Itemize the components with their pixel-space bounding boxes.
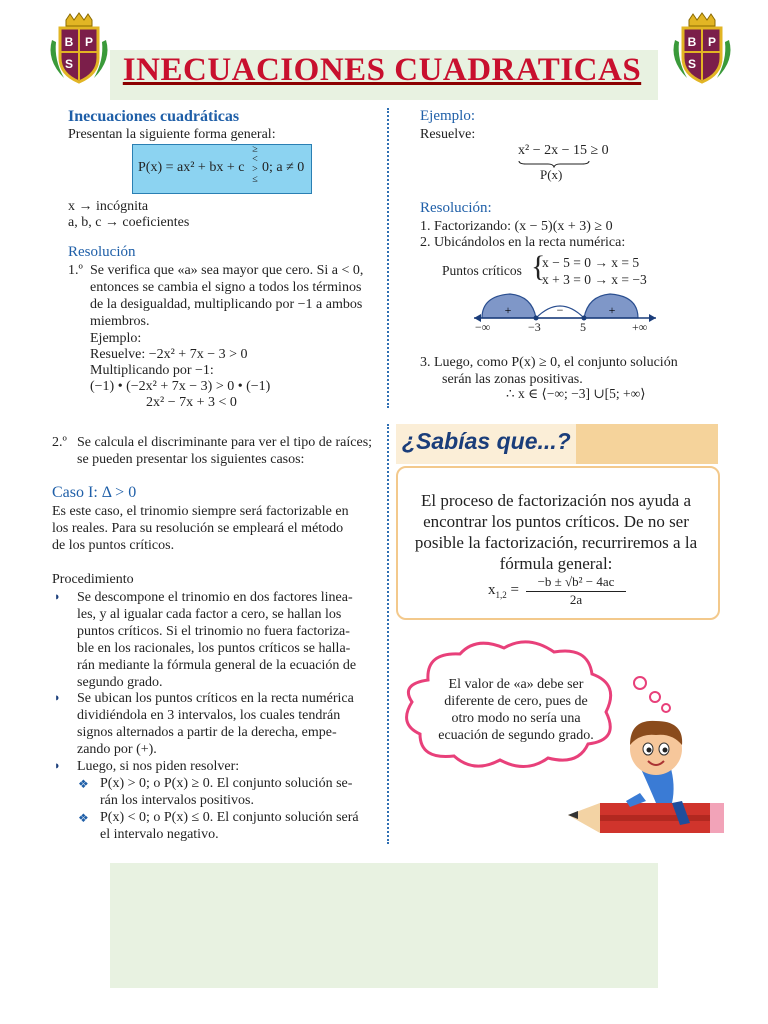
example-inequality: x² − 2x − 15 ≥ 0 <box>518 143 609 158</box>
step1-factor: 1. Factorizando: (x − 5)(x + 3) ≥ 0 <box>420 219 613 234</box>
case-text: Es este caso, el trinomio siempre será factorizable en los reales. Para su resolución se empleará el método de los puntos críticos. <box>52 504 349 553</box>
sabias-title: ¿Sabías que...? <box>402 428 571 454</box>
resolucion-heading-example: Resolución: <box>420 200 492 216</box>
cloud-text: El valor de «a» debe ser diferente de cero, pues de otro modo no sería una ecuación de segundo grado. <box>438 677 594 743</box>
critical-points-label: Puntos críticos <box>442 263 522 278</box>
diamond-bullet-icon: ❖ <box>78 777 89 791</box>
step1-text: Se verifica que «a» sea mayor que cero. Si a < 0, entonces se cambia el signo a todos los términos de la desigualdad, multiplicando por −1 a ambos miembros. <box>90 263 364 329</box>
example-label: Ejemplo: <box>90 331 142 346</box>
example-heading: Ejemplo: <box>420 108 475 124</box>
multiply-note: Multiplicando por −1: <box>90 363 214 378</box>
svg-text:S: S <box>64 57 74 71</box>
resuelve-label: Resuelve: <box>420 127 476 142</box>
svg-text:P: P <box>707 35 717 49</box>
tick-minus-3: −3 <box>528 320 541 334</box>
bullet-icon: ◗ <box>54 591 61 603</box>
general-form: P(x) = ax² + bx + c <box>138 160 245 175</box>
general-form-tail: 0; a ≠ 0 <box>262 160 305 175</box>
critical-point-2: x + 3 = 0 → x = −3 <box>542 272 647 287</box>
column-divider-top <box>387 108 389 408</box>
step2-number-line: 2. Ubicándolos en la recta numérica: <box>420 235 626 250</box>
tick-neg-inf: −∞ <box>475 320 491 334</box>
example-problem: Resuelve: −2x² + 7x − 3 > 0 <box>90 347 248 362</box>
diamond-bullet-icon: ❖ <box>78 811 89 825</box>
formula-fraction <box>526 574 626 608</box>
sign-minus: − <box>556 303 564 317</box>
svg-text:B: B <box>687 35 697 49</box>
svg-text:S: S <box>687 57 697 71</box>
boy-on-pencil-illustration <box>560 715 730 845</box>
svg-text:P: P <box>84 35 94 49</box>
column-divider-bottom <box>387 424 389 844</box>
px-label: P(x) <box>540 167 563 182</box>
procedure-item-1: Se descompone el trinomio en dos factores linea- les, y al igualar cada factor a cero, se hallan los puntos críticos. Si el trinomio no fuera factoriza- ble en los racionales, los puntos críticos se halla- rán mediante la fórmula general de la ecuación de segundo grado. <box>77 590 357 690</box>
sabias-text: El proceso de factorización nos ayuda a encontrar los puntos críticos. De no ser posible la factorización, recurriremos a la fórmula general: <box>414 491 698 573</box>
case-heading: Caso I: Δ > 0 <box>52 484 137 501</box>
definition-coefficients: a, b, c → coeficientes <box>68 215 190 230</box>
definition-x: x → incógnita <box>68 199 149 214</box>
formula-denominator: 2a <box>569 592 583 607</box>
sign-plus-left: + <box>504 303 512 317</box>
sub-item-1: P(x) > 0; o P(x) ≥ 0. El conjunto solución se- rán los intervalos positivos. <box>100 776 353 808</box>
procedure-item-2: Se ubican los puntos críticos en la recta numérica dividiéndola en 3 intervalos, los cuales tendrán signos alternados a partir de la derecha, empe- zando por (+). <box>77 691 354 757</box>
school-crest-right <box>667 10 737 86</box>
step2-number: 2.º <box>52 435 67 450</box>
page-title: INECUACIONES CUADRATICAS <box>122 52 642 88</box>
procedure-item-3: Luego, si nos piden resolver: <box>77 759 240 774</box>
result-line: 2x² − 7x + 3 < 0 <box>146 395 237 410</box>
section-heading: Inecuaciones cuadráticas <box>68 108 240 125</box>
thought-bubbles <box>630 675 674 715</box>
step2-text: Se calcula el discriminante para ver el tipo de raíces; se pueden presentar los siguientes casos: <box>77 435 373 467</box>
critical-point-1: x − 5 = 0 → x = 5 <box>542 255 640 270</box>
school-crest-left <box>44 10 114 86</box>
multiply-line: (−1) • (−2x² + 7x − 3) > 0 • (−1) <box>90 379 271 394</box>
bullet-icon: ◗ <box>54 692 61 704</box>
tick-pos-inf: +∞ <box>632 320 648 334</box>
solution-set: ∴ x ∈ ⟨−∞; −3] ∪[5; +∞⟩ <box>506 386 646 401</box>
tick-5: 5 <box>580 320 586 334</box>
sub-item-2: P(x) < 0; o P(x) ≤ 0. El conjunto solución será el intervalo negativo. <box>100 810 359 842</box>
svg-text:B: B <box>64 35 74 49</box>
step3-text: 3. Luego, como P(x) ≥ 0, el conjunto solución serán las zonas positivas. <box>420 355 678 387</box>
intro-text: Presentan la siguiente forma general: <box>68 127 276 142</box>
formula-numerator: −b ± √b² − 4ac <box>526 574 626 592</box>
formula-lhs: $x_{1,2}$ = <box>488 582 519 600</box>
sign-plus-right: + <box>608 303 616 317</box>
footer-band <box>110 863 658 988</box>
relation-stack: ≥ < > ≤ <box>252 144 258 185</box>
bullet-icon: ◗ <box>54 760 61 772</box>
step1-number: 1.º <box>68 263 83 278</box>
procedure-heading: Procedimiento <box>52 572 134 587</box>
resolucion-heading: Resolución <box>68 244 136 260</box>
brace: { <box>531 250 546 283</box>
